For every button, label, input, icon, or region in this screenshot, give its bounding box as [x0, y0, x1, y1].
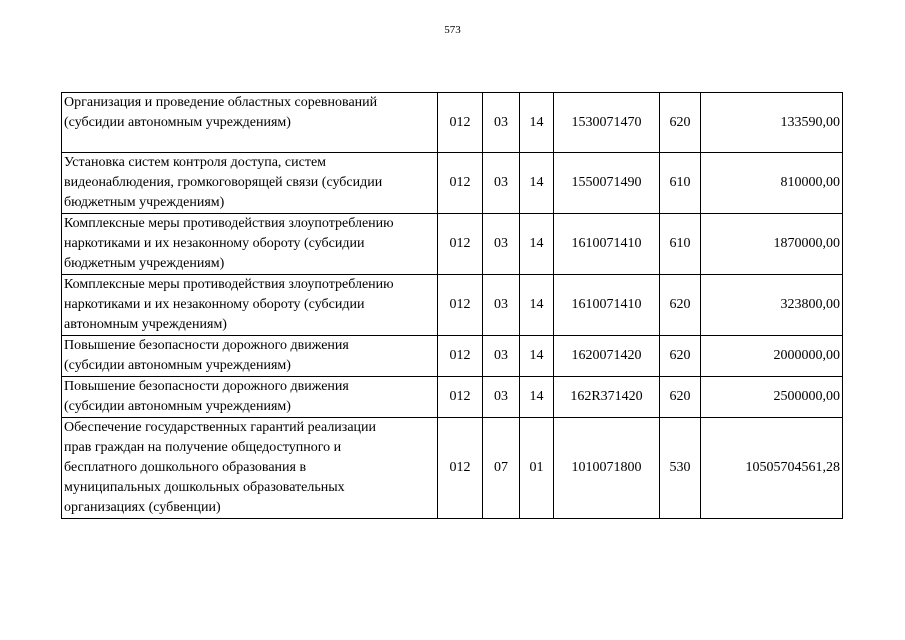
expense-name-cell — [62, 93, 438, 153]
ministry-code-cell: 012 — [438, 336, 483, 377]
expense-name-line: Обеспечение государственных гарантий реализации — [64, 420, 377, 435]
subsection-code-cell: 14 — [520, 336, 554, 377]
target-article-cell: 1530071470 — [554, 93, 660, 153]
expense-type-cell: 620 — [660, 275, 701, 336]
section-code-cell: 03 — [483, 153, 520, 214]
subsection-code-cell: 14 — [520, 153, 554, 214]
expense-name-line: муниципальных дошкольных образовательных — [64, 480, 345, 495]
amount-cell: 323800,00 — [701, 275, 843, 336]
expense-name-cell — [62, 153, 438, 214]
table-row — [62, 153, 843, 214]
section-code-cell: 03 — [483, 377, 520, 418]
expense-name-line: Повышение безопасности дорожного движения — [64, 338, 349, 353]
expense-name-line: Организация и проведение областных соревнований — [64, 95, 378, 110]
subsection-code-cell: 01 — [520, 418, 554, 519]
amount-cell: 2500000,00 — [701, 377, 843, 418]
budget-table — [61, 92, 843, 519]
target-article-cell: 1010071800 — [554, 418, 660, 519]
expense-name-line: бюджетным учреждениям) — [64, 195, 225, 210]
expense-name-line: организациях (субвенции) — [64, 500, 221, 515]
expense-name-line: бесплатного дошкольного образования в — [64, 460, 307, 475]
expense-name-line: наркотиками и их незаконному обороту (субсидии — [64, 236, 365, 251]
ministry-code-cell: 012 — [438, 275, 483, 336]
ministry-code-cell: 012 — [438, 377, 483, 418]
expense-name-line: наркотиками и их незаконному обороту (субсидии — [64, 297, 365, 312]
subsection-code-cell: 14 — [520, 93, 554, 153]
table-row — [62, 377, 843, 418]
amount-cell: 2000000,00 — [701, 336, 843, 377]
expense-type-cell: 620 — [660, 93, 701, 153]
section-code-cell: 03 — [483, 336, 520, 377]
table-row — [62, 214, 843, 275]
section-code-cell: 07 — [483, 418, 520, 519]
expense-type-cell: 530 — [660, 418, 701, 519]
expense-name-cell — [62, 418, 438, 519]
page-number: 573 — [444, 24, 461, 36]
expense-name-line: Комплексные меры противодействия злоупотреблению — [64, 277, 394, 292]
expense-name-line: автономным учреждениям) — [64, 317, 227, 332]
expense-name-line: видеонаблюдения, громкоговорящей связи (субсидии — [64, 175, 383, 190]
expense-name-line: (субсидии автономным учреждениям) — [64, 115, 291, 130]
expense-name-cell — [62, 336, 438, 377]
expense-name-cell — [62, 275, 438, 336]
expense-name-line: прав граждан на получение общедоступного и — [64, 440, 342, 455]
expense-type-cell: 620 — [660, 377, 701, 418]
expense-name-line: (субсидии автономным учреждениям) — [64, 358, 291, 373]
expense-name-line: (субсидии автономным учреждениям) — [64, 399, 291, 414]
target-article-cell: 1610071410 — [554, 214, 660, 275]
expense-type-cell: 620 — [660, 336, 701, 377]
expense-name-line: Установка систем контроля доступа, систем — [64, 155, 327, 170]
section-code-cell: 03 — [483, 93, 520, 153]
ministry-code-cell: 012 — [438, 214, 483, 275]
section-code-cell: 03 — [483, 214, 520, 275]
amount-cell: 810000,00 — [701, 153, 843, 214]
subsection-code-cell: 14 — [520, 275, 554, 336]
table-row — [62, 418, 843, 519]
amount-cell: 1870000,00 — [701, 214, 843, 275]
ministry-code-cell: 012 — [438, 153, 483, 214]
expense-type-cell: 610 — [660, 153, 701, 214]
table-row — [62, 275, 843, 336]
section-code-cell: 03 — [483, 275, 520, 336]
expense-name-line: бюджетным учреждениям) — [64, 256, 225, 271]
expense-type-cell: 610 — [660, 214, 701, 275]
expense-name-line: Повышение безопасности дорожного движения — [64, 379, 349, 394]
amount-cell: 10505704561,28 — [701, 418, 843, 519]
target-article-cell: 1620071420 — [554, 336, 660, 377]
subsection-code-cell: 14 — [520, 214, 554, 275]
table-row — [62, 336, 843, 377]
expense-name-cell — [62, 214, 438, 275]
amount-cell: 133590,00 — [701, 93, 843, 153]
target-article-cell: 162R371420 — [554, 377, 660, 418]
table-row — [62, 93, 843, 153]
ministry-code-cell: 012 — [438, 93, 483, 153]
target-article-cell: 1610071410 — [554, 275, 660, 336]
ministry-code-cell: 012 — [438, 418, 483, 519]
expense-name-cell — [62, 377, 438, 418]
subsection-code-cell: 14 — [520, 377, 554, 418]
target-article-cell: 1550071490 — [554, 153, 660, 214]
expense-name-line: Комплексные меры противодействия злоупотреблению — [64, 216, 394, 231]
